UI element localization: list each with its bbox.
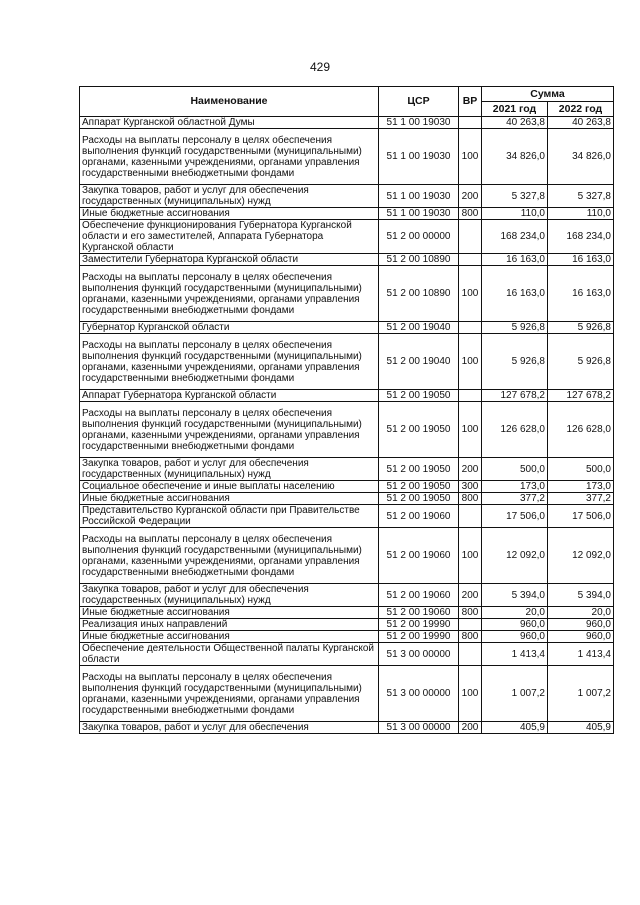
row-csr: 51 2 00 19990 (379, 631, 459, 643)
table-row (80, 220, 614, 254)
header-sum: Сумма (482, 87, 614, 102)
row-sum-2022: 5 394,0 (548, 584, 614, 607)
row-csr: 51 2 00 19060 (379, 505, 459, 528)
row-vr: 200 (459, 584, 482, 607)
row-sum-2021: 20,0 (482, 607, 548, 619)
row-sum-2022: 34 826,0 (548, 129, 614, 185)
row-csr: 51 2 00 10890 (379, 254, 459, 266)
row-sum-2022: 126 628,0 (548, 402, 614, 458)
row-csr: 51 2 00 19060 (379, 607, 459, 619)
row-sum-2022: 1 007,2 (548, 666, 614, 722)
table-row (80, 631, 614, 643)
row-sum-2022: 110,0 (548, 208, 614, 220)
row-sum-2022: 40 263,8 (548, 117, 614, 129)
table-row (80, 322, 614, 334)
row-sum-2022: 16 163,0 (548, 254, 614, 266)
row-csr: 51 1 00 19030 (379, 129, 459, 185)
row-vr: 100 (459, 334, 482, 390)
row-vr: 800 (459, 208, 482, 220)
row-name: Заместители Губернатора Курганской области (80, 254, 379, 266)
row-sum-2022: 127 678,2 (548, 390, 614, 402)
table-row (80, 117, 614, 129)
row-sum-2022: 1 413,4 (548, 643, 614, 666)
row-csr: 51 3 00 00000 (379, 666, 459, 722)
page-number: 429 (309, 60, 331, 74)
row-csr: 51 2 00 10890 (379, 266, 459, 322)
row-sum-2022: 5 327,8 (548, 185, 614, 208)
row-sum-2022: 500,0 (548, 458, 614, 481)
row-sum-2022: 377,2 (548, 493, 614, 505)
row-name: Аппарат Курганской областной Думы (80, 117, 379, 129)
row-vr: 200 (459, 722, 482, 734)
row-name: Обеспечение функционирования Губернатора Курганской области и его заместителей, Аппарата Губернатора Курганской области (80, 220, 379, 254)
table-row (80, 722, 614, 734)
row-vr: 100 (459, 666, 482, 722)
row-sum-2022: 405,9 (548, 722, 614, 734)
row-csr: 51 1 00 19030 (379, 185, 459, 208)
table-body (80, 117, 614, 734)
row-name: Закупка товаров, работ и услуг для обеспечения (80, 722, 379, 734)
row-csr: 51 2 00 19060 (379, 584, 459, 607)
row-sum-2021: 1 413,4 (482, 643, 548, 666)
row-name: Расходы на выплаты персоналу в целях обеспечения выполнения функций государственными (муниципальными) органами, казенными учреждениями, органами управления государственными внебюджетными фондами (80, 666, 379, 722)
row-sum-2021: 34 826,0 (482, 129, 548, 185)
table-row (80, 607, 614, 619)
row-vr (459, 390, 482, 402)
row-csr: 51 1 00 19030 (379, 208, 459, 220)
row-sum-2022: 16 163,0 (548, 266, 614, 322)
row-sum-2021: 960,0 (482, 619, 548, 631)
row-name: Расходы на выплаты персоналу в целях обеспечения выполнения функций государственными (муниципальными) органами, казенными учреждениями, органами управления государственными внебюджетными фондами (80, 528, 379, 584)
row-sum-2021: 1 007,2 (482, 666, 548, 722)
row-sum-2021: 17 506,0 (482, 505, 548, 528)
row-csr: 51 2 00 19050 (379, 390, 459, 402)
table-row (80, 458, 614, 481)
table-row (80, 334, 614, 390)
row-sum-2022: 5 926,8 (548, 334, 614, 390)
row-sum-2021: 12 092,0 (482, 528, 548, 584)
header-vr: ВР (459, 87, 482, 117)
row-vr: 800 (459, 493, 482, 505)
row-vr: 300 (459, 481, 482, 493)
row-csr: 51 3 00 00000 (379, 722, 459, 734)
row-name: Аппарат Губернатора Курганской области (80, 390, 379, 402)
row-sum-2022: 17 506,0 (548, 505, 614, 528)
header-year-2022: 2022 год (548, 102, 614, 117)
row-vr (459, 117, 482, 129)
row-vr (459, 322, 482, 334)
header-csr: ЦСР (379, 87, 459, 117)
row-name: Иные бюджетные ассигнования (80, 631, 379, 643)
row-sum-2021: 5 926,8 (482, 322, 548, 334)
budget-table (79, 86, 614, 734)
row-vr (459, 619, 482, 631)
row-sum-2022: 168 234,0 (548, 220, 614, 254)
row-vr (459, 505, 482, 528)
table-row (80, 402, 614, 458)
row-sum-2022: 12 092,0 (548, 528, 614, 584)
row-name: Расходы на выплаты персоналу в целях обеспечения выполнения функций государственными (муниципальными) органами, казенными учреждениями, органами управления государственными внебюджетными фондами (80, 402, 379, 458)
row-name: Иные бюджетные ассигнования (80, 607, 379, 619)
table-row (80, 481, 614, 493)
row-name: Расходы на выплаты персоналу в целях обеспечения выполнения функций государственными (муниципальными) органами, казенными учреждениями, органами управления государственными внебюджетными фондами (80, 129, 379, 185)
row-sum-2021: 5 926,8 (482, 334, 548, 390)
row-vr: 100 (459, 266, 482, 322)
row-sum-2022: 960,0 (548, 631, 614, 643)
table-row (80, 505, 614, 528)
row-sum-2021: 168 234,0 (482, 220, 548, 254)
table-row (80, 208, 614, 220)
table-row (80, 129, 614, 185)
table-row (80, 266, 614, 322)
row-sum-2021: 405,9 (482, 722, 548, 734)
table-row (80, 619, 614, 631)
row-vr: 100 (459, 402, 482, 458)
header-name: Наименование (80, 87, 379, 117)
row-csr: 51 2 00 19060 (379, 528, 459, 584)
row-sum-2022: 5 926,8 (548, 322, 614, 334)
row-vr (459, 220, 482, 254)
row-vr (459, 254, 482, 266)
row-vr: 800 (459, 631, 482, 643)
row-csr: 51 2 00 19050 (379, 493, 459, 505)
row-sum-2021: 110,0 (482, 208, 548, 220)
table-row (80, 584, 614, 607)
row-name: Расходы на выплаты персоналу в целях обеспечения выполнения функций государственными (муниципальными) органами, казенными учреждениями, органами управления государственными внебюджетными фондами (80, 266, 379, 322)
table-row (80, 643, 614, 666)
row-name: Иные бюджетные ассигнования (80, 208, 379, 220)
row-sum-2022: 173,0 (548, 481, 614, 493)
header-year-2021: 2021 год (482, 102, 548, 117)
row-sum-2021: 16 163,0 (482, 254, 548, 266)
row-sum-2021: 5 327,8 (482, 185, 548, 208)
row-sum-2021: 500,0 (482, 458, 548, 481)
row-vr: 200 (459, 185, 482, 208)
row-vr: 100 (459, 129, 482, 185)
row-sum-2021: 5 394,0 (482, 584, 548, 607)
row-csr: 51 2 00 19990 (379, 619, 459, 631)
row-csr: 51 3 00 00000 (379, 643, 459, 666)
row-csr: 51 2 00 19040 (379, 334, 459, 390)
row-sum-2021: 40 263,8 (482, 117, 548, 129)
row-csr: 51 2 00 19050 (379, 402, 459, 458)
row-csr: 51 2 00 19040 (379, 322, 459, 334)
row-sum-2021: 173,0 (482, 481, 548, 493)
table-row (80, 528, 614, 584)
table-row (80, 185, 614, 208)
row-sum-2021: 126 628,0 (482, 402, 548, 458)
row-vr: 100 (459, 528, 482, 584)
row-name: Обеспечение деятельности Общественной палаты Курганской области (80, 643, 379, 666)
row-name: Реализация иных направлений (80, 619, 379, 631)
row-csr: 51 1 00 19030 (379, 117, 459, 129)
row-sum-2021: 127 678,2 (482, 390, 548, 402)
table-row (80, 390, 614, 402)
row-sum-2022: 20,0 (548, 607, 614, 619)
table-row (80, 254, 614, 266)
row-sum-2021: 16 163,0 (482, 266, 548, 322)
row-vr: 200 (459, 458, 482, 481)
row-csr: 51 2 00 00000 (379, 220, 459, 254)
row-name: Закупка товаров, работ и услуг для обеспечения государственных (муниципальных) нужд (80, 185, 379, 208)
row-vr: 800 (459, 607, 482, 619)
row-name: Социальное обеспечение и иные выплаты населению (80, 481, 379, 493)
row-csr: 51 2 00 19050 (379, 458, 459, 481)
table-row (80, 493, 614, 505)
row-sum-2021: 960,0 (482, 631, 548, 643)
row-name: Иные бюджетные ассигнования (80, 493, 379, 505)
row-sum-2021: 377,2 (482, 493, 548, 505)
table-header-row (80, 87, 614, 102)
row-name: Губернатор Курганской области (80, 322, 379, 334)
row-sum-2022: 960,0 (548, 619, 614, 631)
row-name: Расходы на выплаты персоналу в целях обеспечения выполнения функций государственными (муниципальными) органами, казенными учреждениями, органами управления государственными внебюджетными фондами (80, 334, 379, 390)
row-name: Закупка товаров, работ и услуг для обеспечения государственных (муниципальных) нужд (80, 458, 379, 481)
row-vr (459, 643, 482, 666)
row-csr: 51 2 00 19050 (379, 481, 459, 493)
row-name: Закупка товаров, работ и услуг для обеспечения государственных (муниципальных) нужд (80, 584, 379, 607)
row-name: Представительство Курганской области при Правительстве Российской Федерации (80, 505, 379, 528)
table-row (80, 666, 614, 722)
